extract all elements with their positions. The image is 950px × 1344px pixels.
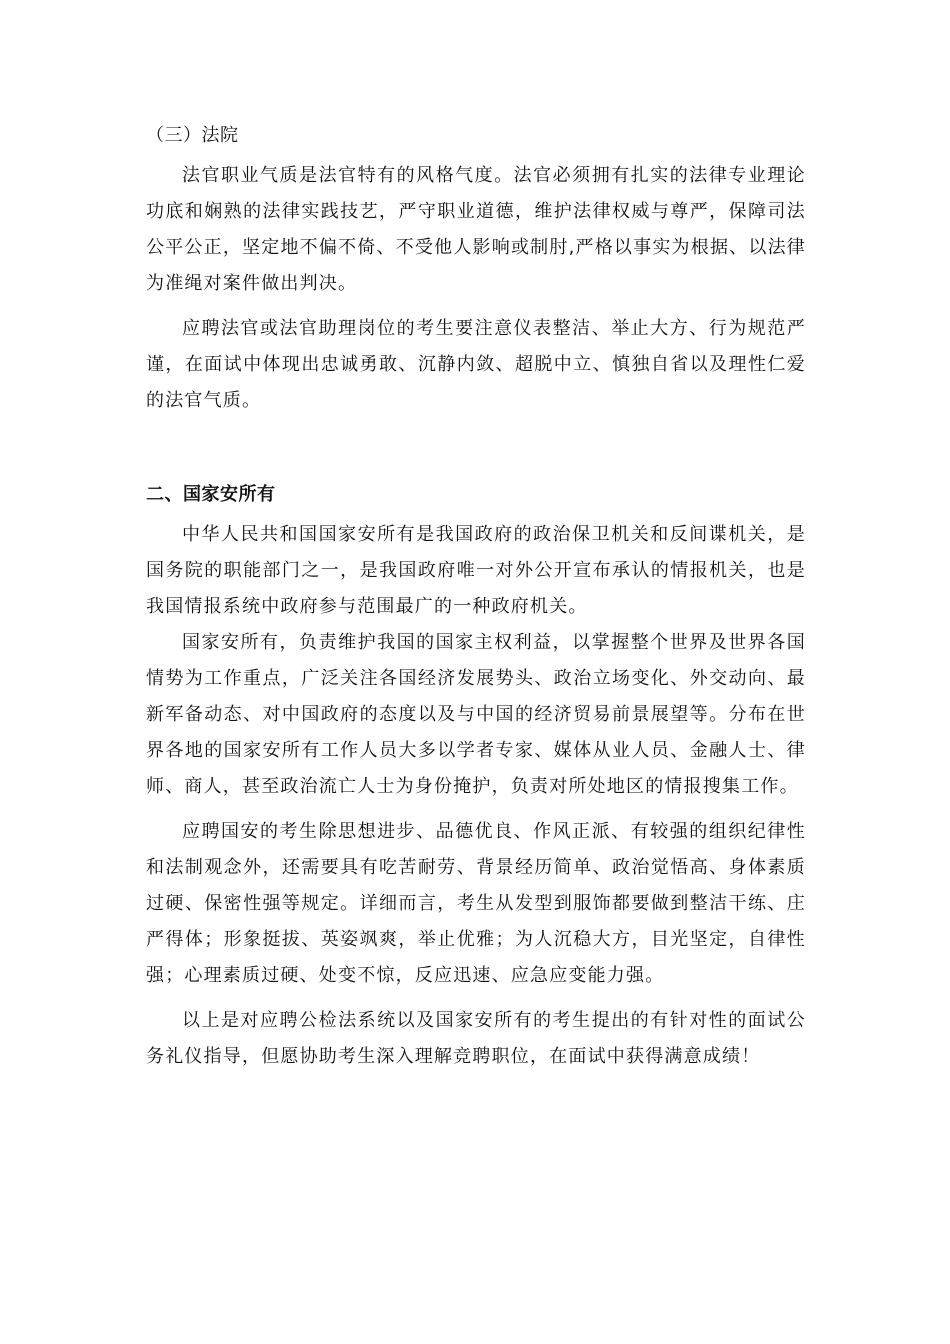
security-paragraph-2: 国家安所有，负责维护我国的国家主权利益，以掌握整个世界及世界各国情势为工作重点，广泛关注各国经济发展势头、政治立场变化、外交动向、最新军备动态、对中国政府的态度以及与中国的经济贸易前景展望等。分布在世界各地的国家安所有工作人员大多以学者专家、媒体从业人员、金融人士、律师、商人，甚至政治流亡人士为身份掩护，负责对所处地区的情报搜集工作。 <box>146 632 806 797</box>
document-body <box>146 118 806 1075</box>
security-paragraph-3: 应聘国安的考生除思想进步、品德优良、作风正派、有较强的组织纪律性和法制观念外，还需要具有吃苦耐劳、背景经历简单、政治觉悟高、身体素质过硬、保密性强等规定。详细而言，考生从发型到服饰都要做到整洁干练、庄严得体；形象挺拔、英姿飒爽，举止优雅；为人沉稳大方，目光坚定，自律性强；心理素质过硬、处变不惊，反应迅速、应急应变能力强。 <box>146 821 806 986</box>
court-paragraph-1: 法官职业气质是法官特有的风格气度。法官必须拥有扎实的法律专业理论功底和娴熟的法律实践技艺，严守职业道德，维护法律权威与尊严，保障司法公平公正，坚定地不偏不倚、不受他人影响或制肘,严格以事实为根据、以法律为准绳对案件做出判决。 <box>146 165 806 294</box>
section-court-subheading: （三）法院 <box>146 125 239 146</box>
security-paragraph-1: 中华人民共和国国家安所有是我国政府的政治保卫机关和反间谍机关，是国务院的职能部门之一，是我国政府唯一对外公开宣布承认的情报机关，也是我国情报系统中政府参与范围最广的一种政府机关。 <box>146 524 806 617</box>
section-security-heading: 二、国家安所有 <box>146 484 276 505</box>
closing-paragraph: 以上是对应聘公检法系统以及国家安所有的考生提出的有针对性的面试公务礼仪指导，但愿协助考生深入理解竞聘职位，在面试中获得满意成绩！ <box>146 1010 806 1067</box>
court-paragraph-2: 应聘法官或法官助理岗位的考生要注意仪表整洁、举止大方、行为规范严谨，在面试中体现出忠诚勇敢、沉静内敛、超脱中立、慎独自省以及理性仁爱的法官气质。 <box>146 318 806 411</box>
